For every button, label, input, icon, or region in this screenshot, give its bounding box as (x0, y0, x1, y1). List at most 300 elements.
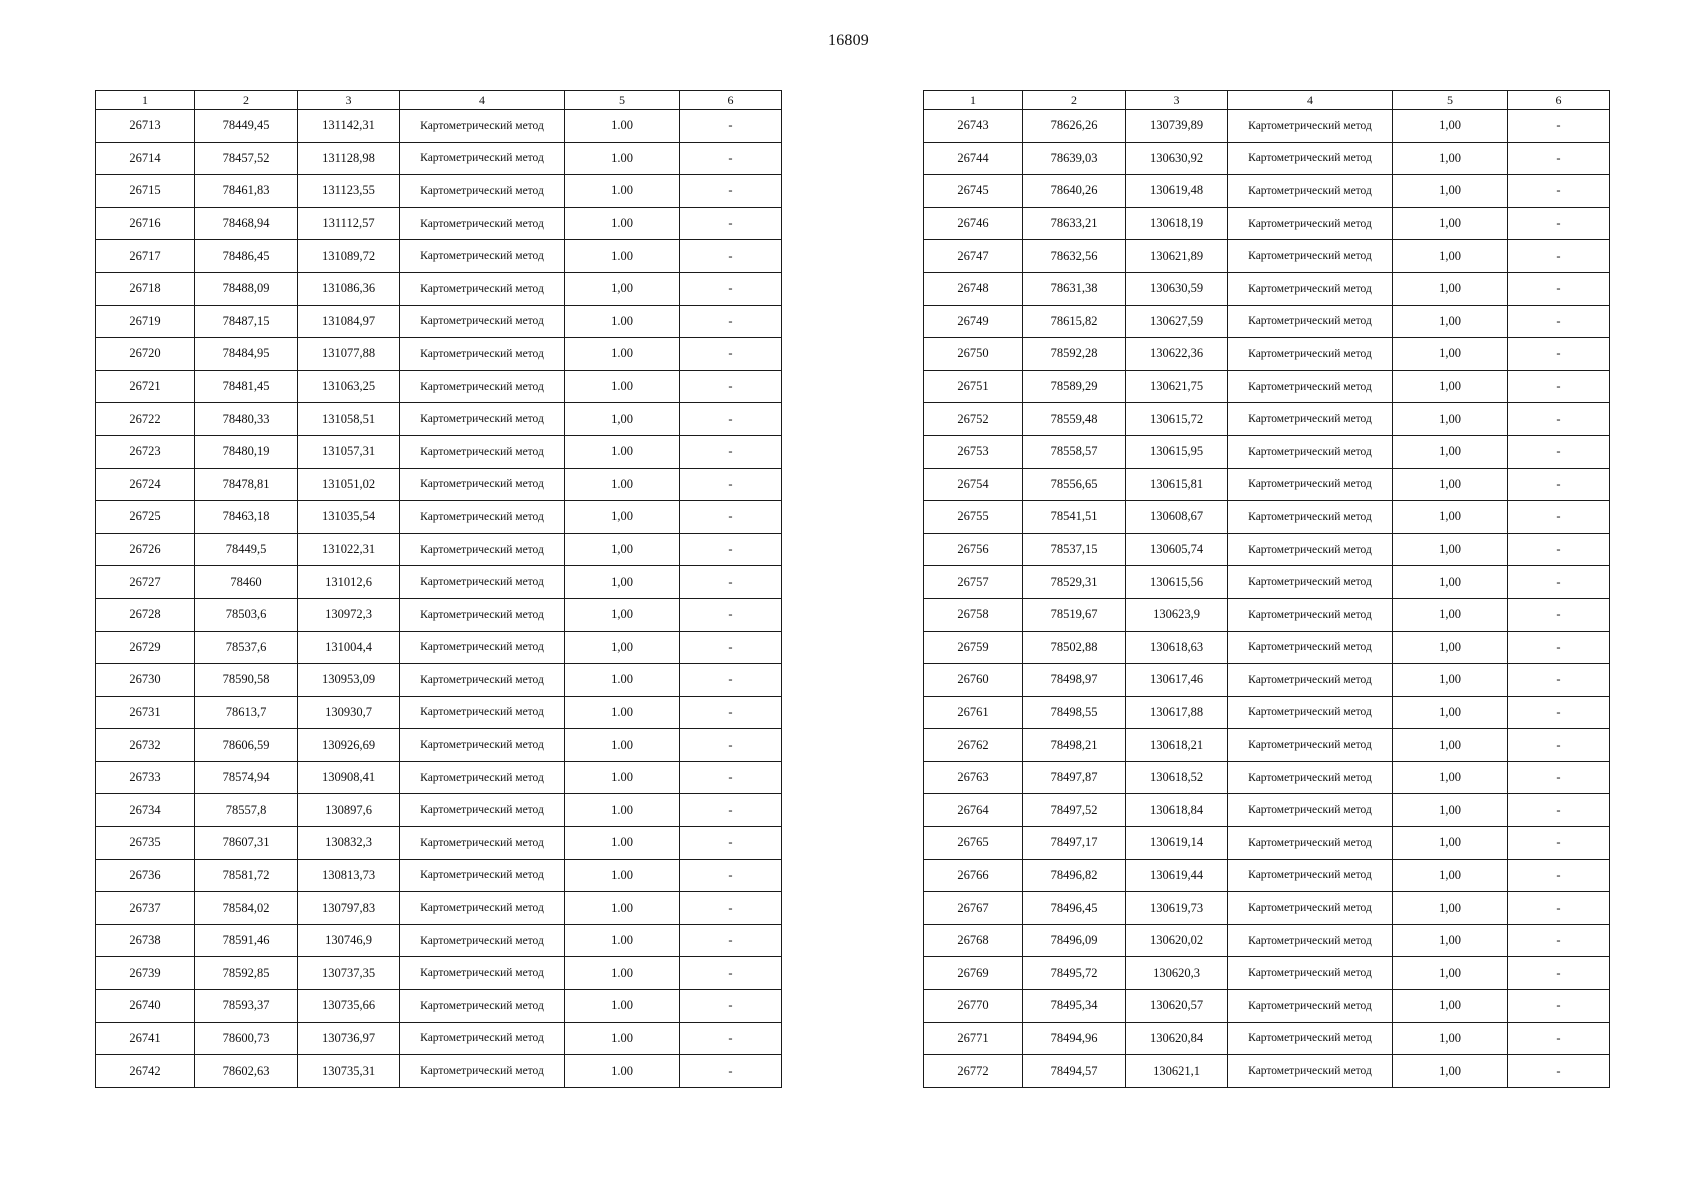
precision-cell: 1.00 (565, 794, 680, 827)
description-cell: - (1508, 272, 1610, 305)
description-cell: - (680, 501, 782, 534)
description-cell: - (680, 892, 782, 925)
description-cell: - (680, 175, 782, 208)
description-cell: - (680, 370, 782, 403)
x-coordinate-cell: 78592,28 (1023, 338, 1126, 371)
method-cell: Картометрический метод (400, 566, 565, 599)
precision-cell: 1.00 (565, 1022, 680, 1055)
point-number-cell: 26717 (96, 240, 195, 273)
description-cell: - (1508, 990, 1610, 1023)
y-coordinate-cell: 130908,41 (298, 761, 400, 794)
column-header-4: 4 (1228, 91, 1393, 110)
table-row (96, 729, 782, 762)
table-row (96, 892, 782, 925)
y-coordinate-cell: 130620,3 (1126, 957, 1228, 990)
x-coordinate-cell: 78461,83 (195, 175, 298, 208)
method-cell: Картометрический метод (1228, 435, 1393, 468)
table-row (924, 892, 1610, 925)
method-cell: Картометрический метод (1228, 631, 1393, 664)
y-coordinate-cell: 130618,21 (1126, 729, 1228, 762)
y-coordinate-cell: 130619,44 (1126, 859, 1228, 892)
precision-cell: 1,00 (1393, 566, 1508, 599)
description-cell: - (680, 729, 782, 762)
x-coordinate-cell: 78557,8 (195, 794, 298, 827)
method-cell: Картометрический метод (400, 892, 565, 925)
point-number-cell: 26765 (924, 827, 1023, 860)
method-cell: Картометрический метод (1228, 240, 1393, 273)
y-coordinate-cell: 130621,75 (1126, 370, 1228, 403)
method-cell: Картометрический метод (1228, 403, 1393, 436)
point-number-cell: 26744 (924, 142, 1023, 175)
point-number-cell: 26716 (96, 207, 195, 240)
precision-cell: 1.00 (565, 435, 680, 468)
y-coordinate-cell: 130627,59 (1126, 305, 1228, 338)
y-coordinate-cell: 130608,67 (1126, 501, 1228, 534)
method-cell: Картометрический метод (1228, 598, 1393, 631)
table-row (96, 631, 782, 664)
point-number-cell: 26750 (924, 338, 1023, 371)
precision-cell: 1,00 (1393, 631, 1508, 664)
table-header-row (924, 91, 1610, 110)
precision-cell: 1.00 (565, 990, 680, 1023)
point-number-cell: 26746 (924, 207, 1023, 240)
coordinates-table-right (923, 90, 1610, 1088)
point-number-cell: 26764 (924, 794, 1023, 827)
point-number-cell: 26722 (96, 403, 195, 436)
description-cell: - (680, 1055, 782, 1088)
method-cell: Картометрический метод (400, 1022, 565, 1055)
description-cell: - (680, 240, 782, 273)
x-coordinate-cell: 78574,94 (195, 761, 298, 794)
table-row (924, 664, 1610, 697)
method-cell: Картометрический метод (400, 598, 565, 631)
point-number-cell: 26734 (96, 794, 195, 827)
y-coordinate-cell: 130746,9 (298, 924, 400, 957)
y-coordinate-cell: 130813,73 (298, 859, 400, 892)
point-number-cell: 26743 (924, 110, 1023, 143)
table-row (924, 435, 1610, 468)
y-coordinate-cell: 130617,46 (1126, 664, 1228, 697)
x-coordinate-cell: 78449,5 (195, 533, 298, 566)
y-coordinate-cell: 130617,88 (1126, 696, 1228, 729)
description-cell: - (1508, 370, 1610, 403)
method-cell: Картометрический метод (1228, 827, 1393, 860)
point-number-cell: 26748 (924, 272, 1023, 305)
method-cell: Картометрический метод (1228, 533, 1393, 566)
description-cell: - (680, 142, 782, 175)
description-cell: - (680, 435, 782, 468)
x-coordinate-cell: 78468,94 (195, 207, 298, 240)
y-coordinate-cell: 130618,63 (1126, 631, 1228, 664)
point-number-cell: 26740 (96, 990, 195, 1023)
x-coordinate-cell: 78496,09 (1023, 924, 1126, 957)
description-cell: - (680, 272, 782, 305)
x-coordinate-cell: 78496,45 (1023, 892, 1126, 925)
point-number-cell: 26754 (924, 468, 1023, 501)
y-coordinate-cell: 130630,92 (1126, 142, 1228, 175)
precision-cell: 1,00 (1393, 924, 1508, 957)
precision-cell: 1.00 (565, 305, 680, 338)
y-coordinate-cell: 130622,36 (1126, 338, 1228, 371)
method-cell: Картометрический метод (400, 272, 565, 305)
point-number-cell: 26749 (924, 305, 1023, 338)
point-number-cell: 26739 (96, 957, 195, 990)
precision-cell: 1,00 (1393, 403, 1508, 436)
table-row (924, 272, 1610, 305)
x-coordinate-cell: 78558,57 (1023, 435, 1126, 468)
description-cell: - (680, 468, 782, 501)
y-coordinate-cell: 130619,73 (1126, 892, 1228, 925)
method-cell: Картометрический метод (400, 533, 565, 566)
x-coordinate-cell: 78503,6 (195, 598, 298, 631)
x-coordinate-cell: 78613,7 (195, 696, 298, 729)
y-coordinate-cell: 130620,02 (1126, 924, 1228, 957)
column-header-5: 5 (1393, 91, 1508, 110)
precision-cell: 1,00 (1393, 892, 1508, 925)
description-cell: - (680, 827, 782, 860)
point-number-cell: 26718 (96, 272, 195, 305)
x-coordinate-cell: 78480,33 (195, 403, 298, 436)
point-number-cell: 26745 (924, 175, 1023, 208)
method-cell: Картометрический метод (400, 859, 565, 892)
method-cell: Картометрический метод (400, 729, 565, 762)
table-row (924, 1022, 1610, 1055)
point-number-cell: 26737 (96, 892, 195, 925)
precision-cell: 1,00 (565, 566, 680, 599)
table-row (96, 827, 782, 860)
precision-cell: 1,00 (1393, 598, 1508, 631)
x-coordinate-cell: 78639,03 (1023, 142, 1126, 175)
precision-cell: 1.00 (565, 338, 680, 371)
table-row (924, 501, 1610, 534)
x-coordinate-cell: 78498,97 (1023, 664, 1126, 697)
method-cell: Картометрический метод (1228, 207, 1393, 240)
table-row (96, 305, 782, 338)
precision-cell: 1,00 (565, 631, 680, 664)
method-cell: Картометрический метод (1228, 1022, 1393, 1055)
y-coordinate-cell: 130623,9 (1126, 598, 1228, 631)
y-coordinate-cell: 130620,84 (1126, 1022, 1228, 1055)
point-number-cell: 26725 (96, 501, 195, 534)
x-coordinate-cell: 78488,09 (195, 272, 298, 305)
x-coordinate-cell: 78529,31 (1023, 566, 1126, 599)
precision-cell: 1.00 (565, 957, 680, 990)
method-cell: Картометрический метод (1228, 501, 1393, 534)
column-header-1: 1 (924, 91, 1023, 110)
point-number-cell: 26724 (96, 468, 195, 501)
column-header-3: 3 (298, 91, 400, 110)
method-cell: Картометрический метод (400, 924, 565, 957)
point-number-cell: 26735 (96, 827, 195, 860)
table-row (924, 110, 1610, 143)
description-cell: - (1508, 729, 1610, 762)
y-coordinate-cell: 130615,95 (1126, 435, 1228, 468)
point-number-cell: 26736 (96, 859, 195, 892)
method-cell: Картометрический метод (1228, 957, 1393, 990)
x-coordinate-cell: 78495,34 (1023, 990, 1126, 1023)
x-coordinate-cell: 78463,18 (195, 501, 298, 534)
point-number-cell: 26751 (924, 370, 1023, 403)
x-coordinate-cell: 78494,96 (1023, 1022, 1126, 1055)
point-number-cell: 26747 (924, 240, 1023, 273)
precision-cell: 1,00 (1393, 468, 1508, 501)
table-row (96, 990, 782, 1023)
table-row (96, 240, 782, 273)
x-coordinate-cell: 78633,21 (1023, 207, 1126, 240)
y-coordinate-cell: 130619,48 (1126, 175, 1228, 208)
description-cell: - (1508, 566, 1610, 599)
x-coordinate-cell: 78602,63 (195, 1055, 298, 1088)
table-row (924, 761, 1610, 794)
y-coordinate-cell: 130615,72 (1126, 403, 1228, 436)
table-row (924, 794, 1610, 827)
description-cell: - (1508, 892, 1610, 925)
method-cell: Картометрический метод (400, 207, 565, 240)
point-number-cell: 26723 (96, 435, 195, 468)
method-cell: Картометрический метод (400, 1055, 565, 1088)
precision-cell: 1,00 (1393, 859, 1508, 892)
point-number-cell: 26713 (96, 110, 195, 143)
point-number-cell: 26731 (96, 696, 195, 729)
table-row (924, 305, 1610, 338)
description-cell: - (1508, 1022, 1610, 1055)
y-coordinate-cell: 130619,14 (1126, 827, 1228, 860)
method-cell: Картометрический метод (400, 175, 565, 208)
precision-cell: 1.00 (565, 696, 680, 729)
table-row (96, 468, 782, 501)
description-cell: - (1508, 827, 1610, 860)
point-number-cell: 26763 (924, 761, 1023, 794)
y-coordinate-cell: 130735,31 (298, 1055, 400, 1088)
table-row (924, 566, 1610, 599)
precision-cell: 1.00 (565, 207, 680, 240)
column-header-1: 1 (96, 91, 195, 110)
point-number-cell: 26733 (96, 761, 195, 794)
precision-cell: 1.00 (565, 1055, 680, 1088)
method-cell: Картометрический метод (400, 501, 565, 534)
method-cell: Картометрический метод (1228, 924, 1393, 957)
page-number: 16809 (828, 32, 869, 49)
method-cell: Картометрический метод (1228, 566, 1393, 599)
table-row (96, 566, 782, 599)
table-row (924, 403, 1610, 436)
method-cell: Картометрический метод (1228, 142, 1393, 175)
y-coordinate-cell: 131057,31 (298, 435, 400, 468)
point-number-cell: 26759 (924, 631, 1023, 664)
table-row (924, 631, 1610, 664)
point-number-cell: 26766 (924, 859, 1023, 892)
precision-cell: 1,00 (1393, 696, 1508, 729)
method-cell: Картометрический метод (1228, 175, 1393, 208)
precision-cell: 1,00 (1393, 370, 1508, 403)
precision-cell: 1,00 (565, 272, 680, 305)
y-coordinate-cell: 131142,31 (298, 110, 400, 143)
description-cell: - (1508, 305, 1610, 338)
point-number-cell: 26742 (96, 1055, 195, 1088)
table-row (96, 403, 782, 436)
table-row (96, 207, 782, 240)
x-coordinate-cell: 78487,15 (195, 305, 298, 338)
table-header-row (96, 91, 782, 110)
description-cell: - (1508, 696, 1610, 729)
description-cell: - (1508, 957, 1610, 990)
description-cell: - (680, 305, 782, 338)
precision-cell: 1,00 (1393, 729, 1508, 762)
point-number-cell: 26761 (924, 696, 1023, 729)
method-cell: Картометрический метод (1228, 468, 1393, 501)
table-row (96, 761, 782, 794)
description-cell: - (680, 338, 782, 371)
description-cell: - (680, 859, 782, 892)
table-row (96, 1022, 782, 1055)
precision-cell: 1.00 (565, 240, 680, 273)
table-row (924, 240, 1610, 273)
method-cell: Картометрический метод (400, 957, 565, 990)
precision-cell: 1,00 (1393, 794, 1508, 827)
x-coordinate-cell: 78484,95 (195, 338, 298, 371)
table-row (924, 827, 1610, 860)
y-coordinate-cell: 131058,51 (298, 403, 400, 436)
x-coordinate-cell: 78593,37 (195, 990, 298, 1023)
method-cell: Картометрический метод (1228, 1055, 1393, 1088)
column-header-5: 5 (565, 91, 680, 110)
table-row (924, 990, 1610, 1023)
method-cell: Картометрический метод (1228, 338, 1393, 371)
table-row (924, 338, 1610, 371)
method-cell: Картометрический метод (1228, 110, 1393, 143)
precision-cell: 1,00 (1393, 142, 1508, 175)
y-coordinate-cell: 130618,52 (1126, 761, 1228, 794)
table-row (96, 272, 782, 305)
precision-cell: 1,00 (1393, 761, 1508, 794)
table-row (96, 501, 782, 534)
precision-cell: 1,00 (565, 501, 680, 534)
y-coordinate-cell: 130953,09 (298, 664, 400, 697)
method-cell: Картометрический метод (1228, 859, 1393, 892)
column-header-2: 2 (1023, 91, 1126, 110)
method-cell: Картометрический метод (1228, 990, 1393, 1023)
y-coordinate-cell: 130739,89 (1126, 110, 1228, 143)
description-cell: - (1508, 794, 1610, 827)
y-coordinate-cell: 130615,81 (1126, 468, 1228, 501)
description-cell: - (680, 207, 782, 240)
point-number-cell: 26771 (924, 1022, 1023, 1055)
precision-cell: 1,00 (1393, 827, 1508, 860)
description-cell: - (1508, 859, 1610, 892)
description-cell: - (1508, 403, 1610, 436)
x-coordinate-cell: 78640,26 (1023, 175, 1126, 208)
precision-cell: 1,00 (1393, 207, 1508, 240)
table-row (96, 859, 782, 892)
precision-cell: 1.00 (565, 110, 680, 143)
x-coordinate-cell: 78486,45 (195, 240, 298, 273)
y-coordinate-cell: 130620,57 (1126, 990, 1228, 1023)
x-coordinate-cell: 78449,45 (195, 110, 298, 143)
description-cell: - (680, 664, 782, 697)
method-cell: Картометрический метод (1228, 729, 1393, 762)
table-row (96, 924, 782, 957)
precision-cell: 1,00 (1393, 305, 1508, 338)
point-number-cell: 26753 (924, 435, 1023, 468)
method-cell: Картометрический метод (400, 827, 565, 860)
x-coordinate-cell: 78497,87 (1023, 761, 1126, 794)
point-number-cell: 26770 (924, 990, 1023, 1023)
y-coordinate-cell: 130930,7 (298, 696, 400, 729)
x-coordinate-cell: 78498,55 (1023, 696, 1126, 729)
y-coordinate-cell: 131063,25 (298, 370, 400, 403)
point-number-cell: 26762 (924, 729, 1023, 762)
table-row (96, 435, 782, 468)
x-coordinate-cell: 78589,29 (1023, 370, 1126, 403)
point-number-cell: 26756 (924, 533, 1023, 566)
method-cell: Картометрический метод (1228, 794, 1393, 827)
table-row (96, 370, 782, 403)
x-coordinate-cell: 78519,67 (1023, 598, 1126, 631)
description-cell: - (680, 1022, 782, 1055)
precision-cell: 1.00 (565, 924, 680, 957)
table-row (924, 370, 1610, 403)
point-number-cell: 26732 (96, 729, 195, 762)
table-row (924, 207, 1610, 240)
description-cell: - (1508, 142, 1610, 175)
x-coordinate-cell: 78559,48 (1023, 403, 1126, 436)
method-cell: Картометрический метод (400, 305, 565, 338)
table-row (924, 957, 1610, 990)
precision-cell: 1.00 (565, 761, 680, 794)
y-coordinate-cell: 131035,54 (298, 501, 400, 534)
coordinates-table-left (95, 90, 782, 1088)
method-cell: Картометрический метод (1228, 370, 1393, 403)
description-cell: - (680, 110, 782, 143)
description-cell: - (1508, 631, 1610, 664)
table-row (96, 696, 782, 729)
table-row (96, 338, 782, 371)
y-coordinate-cell: 131012,6 (298, 566, 400, 599)
method-cell: Картометрический метод (400, 435, 565, 468)
precision-cell: 1,00 (1393, 110, 1508, 143)
x-coordinate-cell: 78632,56 (1023, 240, 1126, 273)
precision-cell: 1,00 (1393, 990, 1508, 1023)
table-row (924, 729, 1610, 762)
x-coordinate-cell: 78607,31 (195, 827, 298, 860)
table-row (96, 142, 782, 175)
precision-cell: 1.00 (565, 729, 680, 762)
description-cell: - (680, 631, 782, 664)
y-coordinate-cell: 130735,66 (298, 990, 400, 1023)
description-cell: - (1508, 435, 1610, 468)
column-header-6: 6 (680, 91, 782, 110)
y-coordinate-cell: 130736,97 (298, 1022, 400, 1055)
y-coordinate-cell: 131128,98 (298, 142, 400, 175)
y-coordinate-cell: 130832,3 (298, 827, 400, 860)
method-cell: Картометрический метод (400, 468, 565, 501)
method-cell: Картометрический метод (400, 990, 565, 1023)
method-cell: Картометрический метод (400, 240, 565, 273)
method-cell: Картометрический метод (1228, 272, 1393, 305)
column-header-2: 2 (195, 91, 298, 110)
precision-cell: 1,00 (565, 598, 680, 631)
precision-cell: 1.00 (565, 892, 680, 925)
column-header-3: 3 (1126, 91, 1228, 110)
point-number-cell: 26760 (924, 664, 1023, 697)
description-cell: - (680, 403, 782, 436)
table-row (924, 533, 1610, 566)
precision-cell: 1,00 (1393, 272, 1508, 305)
precision-cell: 1,00 (1393, 1055, 1508, 1088)
description-cell: - (1508, 664, 1610, 697)
table-row (924, 598, 1610, 631)
description-cell: - (680, 990, 782, 1023)
